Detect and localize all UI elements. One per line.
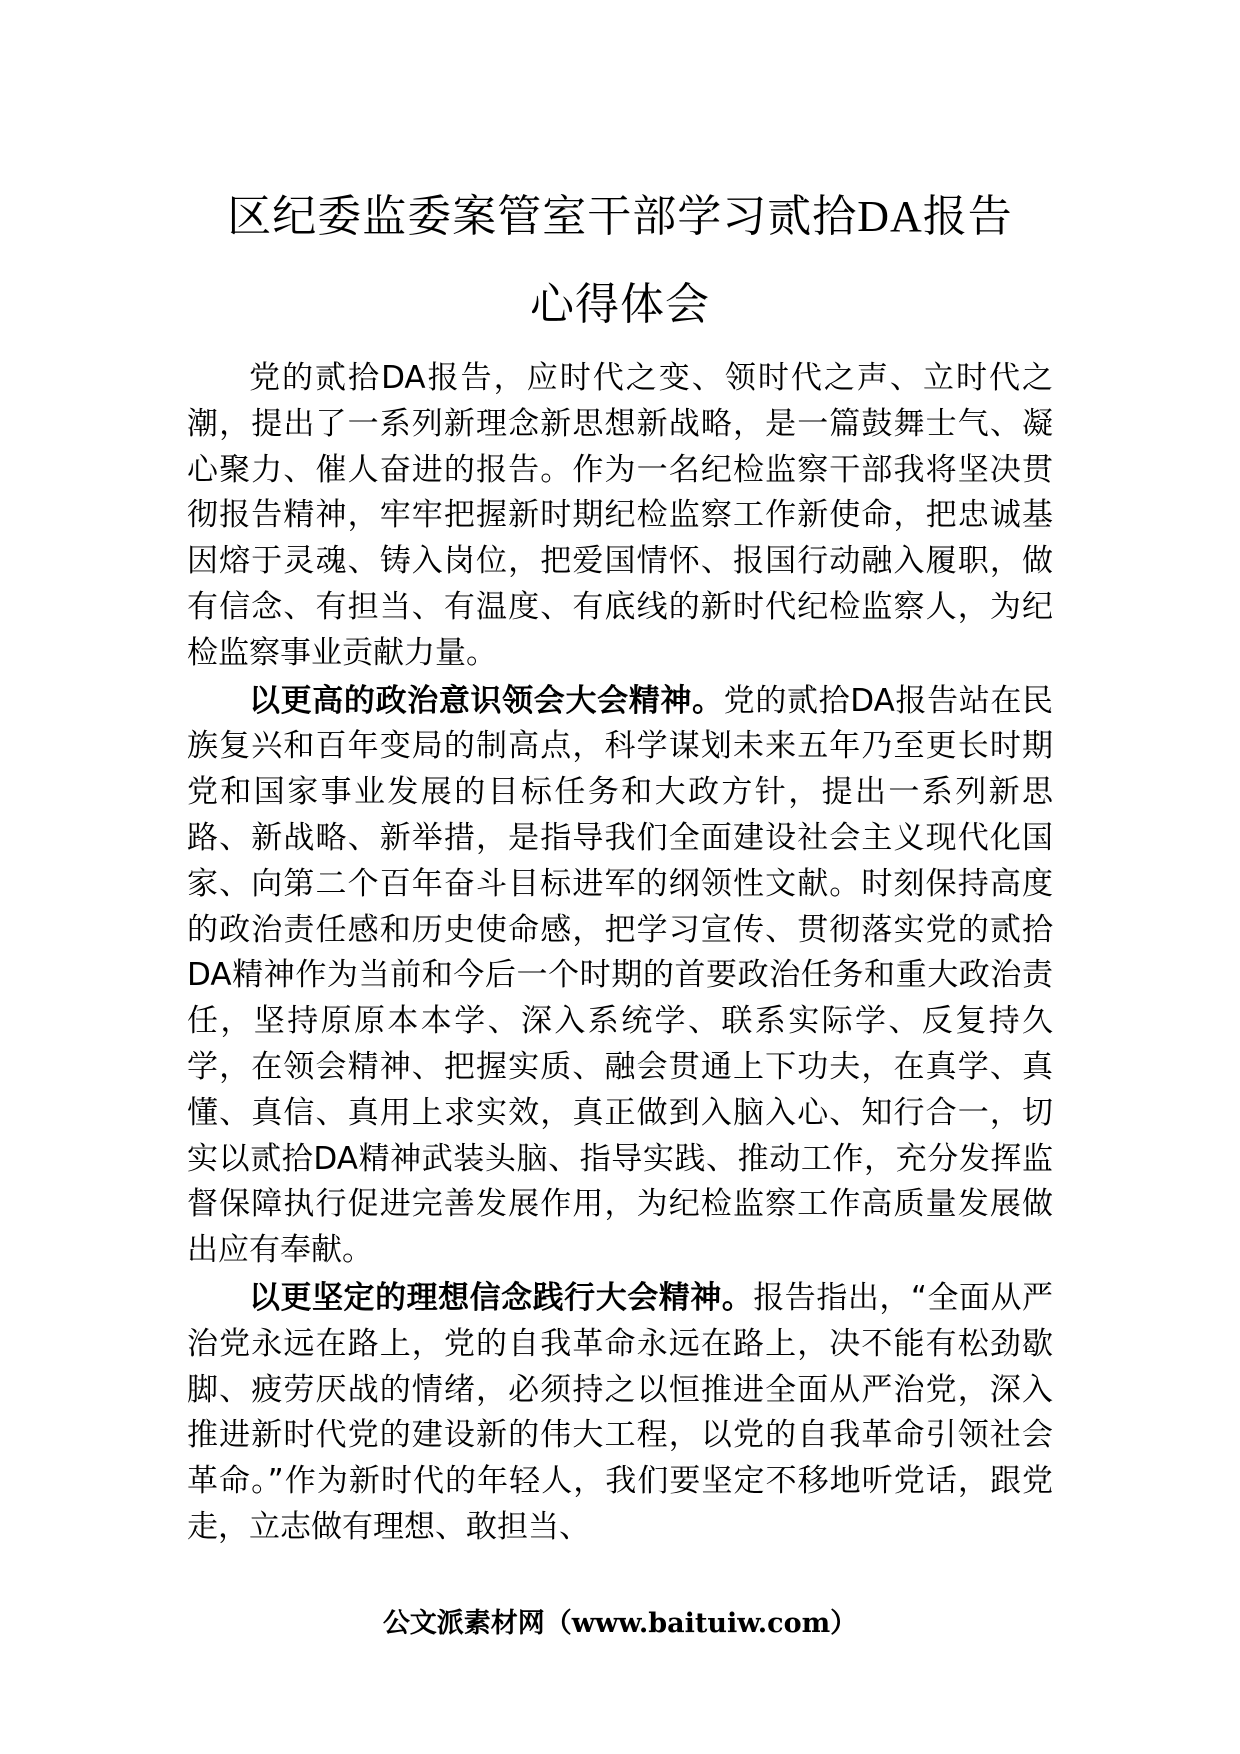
paragraph-lead: 以更坚定的理想信念践行大会精神。 — [249, 1279, 754, 1316]
document-title-line1: 区纪委监委案管室干部学习贰拾DA报告 — [227, 192, 1013, 241]
document-title-line2: 心得体会 — [530, 280, 710, 329]
paragraph-text: 党的贰拾DA报告站在民族复兴和百年变局的制高点，科学谋划未来五年乃至更长时期党和国家事业发展的目标任务和大政方针，提出一系列新思路、新战略、新举措，是指导我们全面建设社会主义现代化国家、向第二个百年奋斗目标进军的纲领性文献。时刻保持高度的政治责任感和历史使命感，把学习宣传、贯彻落实党的贰拾DA精神作为当前和今后一个时期的首要政治任务和重大政治责任，坚持原原本本学、深入系统学、联系实际学、反复持久学，在领会精神、把握实质、融会贯通上下功夫，在真学、真懂、真信、真用上求实效，真正做到入脑入心、知行合一，切实以贰拾DA精神武装头脑、指导实践、推动工作，充分发挥监督保障执行促进完善发展作用，为纪检监察工作高质量发展做出应有奉献。 — [187, 682, 1054, 1269]
paragraph-ideals-beliefs — [187, 1276, 1053, 1551]
paragraph-text: 报告指出，“全面从严治党永远在路上，党的自我革命永远在路上，决不能有松劲歇脚、疲劳厌战的情绪，必须持之以恒推进全面从严治党，深入推进新时代党的建设新的伟大工程，以党的自我革命引领社会革命。”作为新时代的年轻人，我们要坚定不移地听党话，跟党走，立志做有理想、敢担当、 — [187, 1279, 1053, 1545]
paragraph-political-awareness — [187, 679, 1053, 1274]
document-body — [187, 356, 1053, 1551]
source-footer: 公文派素材网（www.baituiw.com） — [382, 1608, 858, 1639]
paragraph-lead: 以更高的政治意识领会大会精神。 — [249, 682, 724, 719]
paragraph-intro — [187, 356, 1053, 677]
paragraph-text: 党的贰拾DA报告，应时代之变、领时代之声、立时代之潮，提出了一系列新理念新思想新战略，是一篇鼓舞士气、凝心聚力、催人奋进的报告。作为一名纪检监察干部我将坚决贯彻报告精神，牢牢把握新时期纪检监察工作新使命，把忠诚基因熔于灵魂、铸入岗位，把爱国情怀、报国行动融入履职，做有信念、有担当、有温度、有底线的新时代纪检监察人，为纪检监察事业贡献力量。 — [187, 360, 1053, 671]
